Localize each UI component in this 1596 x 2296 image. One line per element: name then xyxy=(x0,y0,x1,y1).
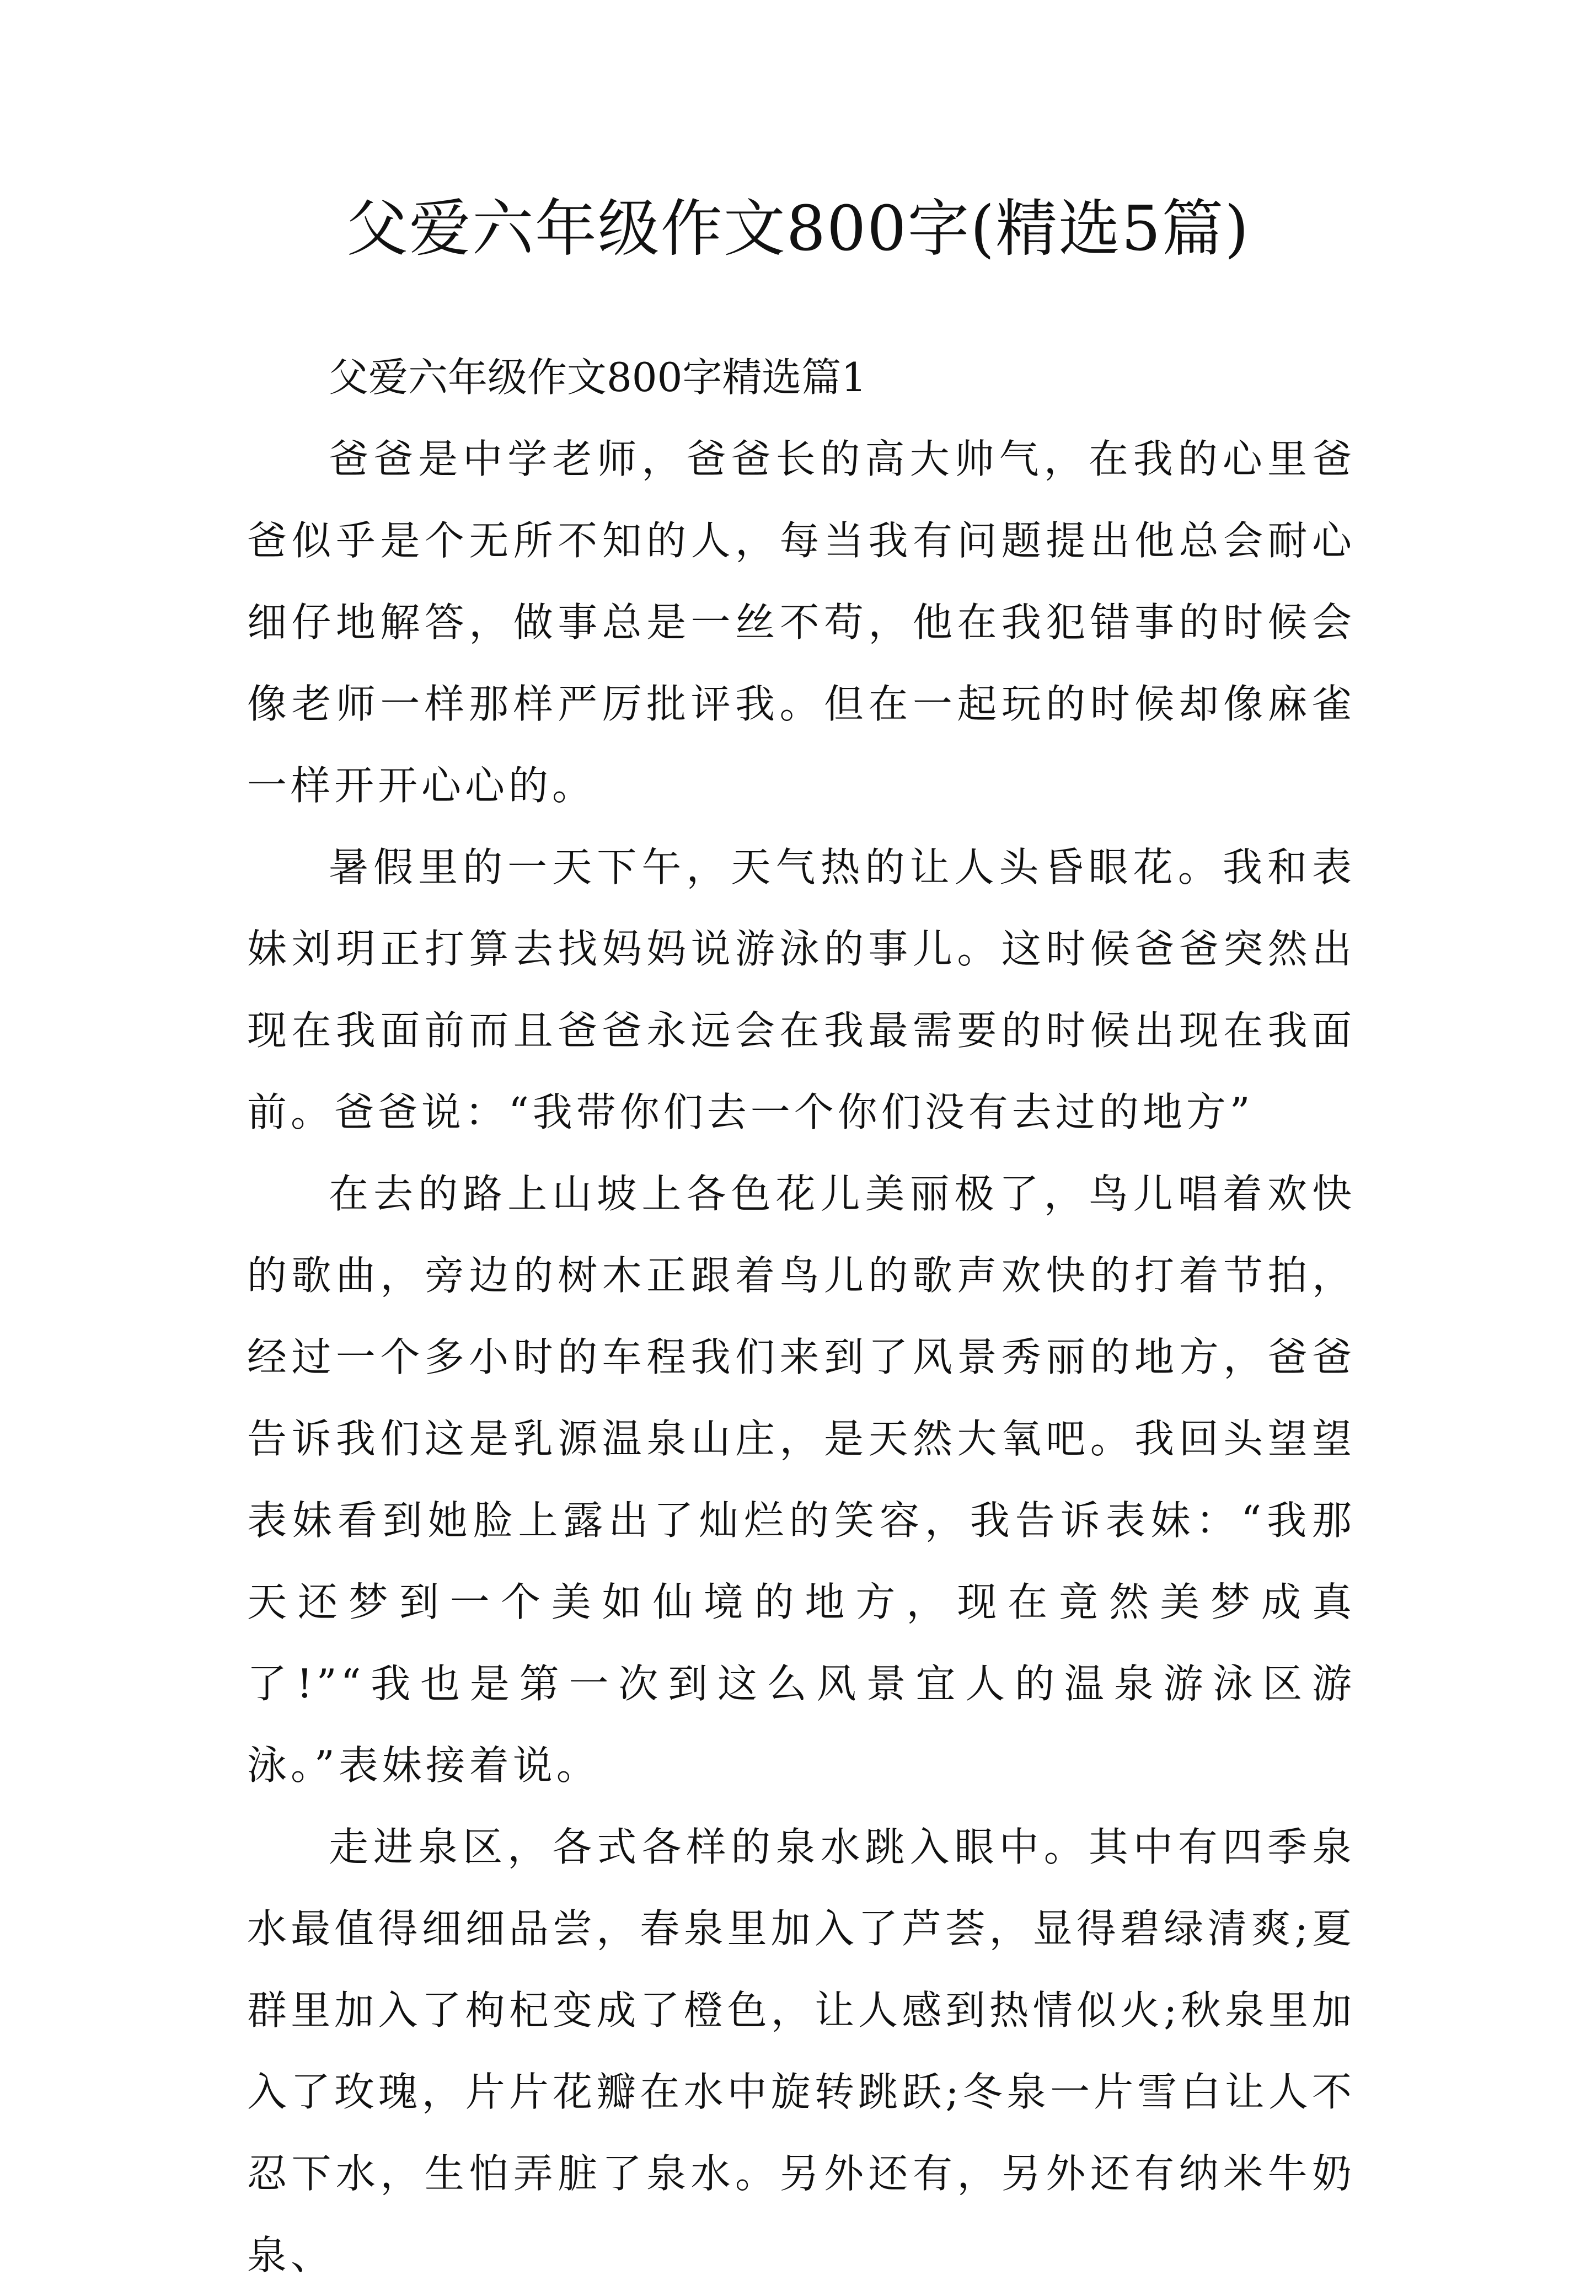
paragraph-3: 在去的路上山坡上各色花儿美丽极了，鸟儿唱着欢快的歌曲，旁边的树木正跟着鸟儿的歌声欢快的打着节拍，经过一个多小时的车程我们来到了风景秀丽的地方，爸爸告诉我们这是乳源温泉山庄，是天然大氧吧。我回头望望表妹看到她脸上露出了灿烂的笑容，我告诉表妹：“我那天还梦到一个美如仙境的地方，现在竟然美梦成真了!”“我也是第一次到这么风景宜人的温泉游泳区游泳。”表妹接着说。 xyxy=(247,1171,1356,1788)
paragraph-1: 爸爸是中学老师，爸爸长的高大帅气，在我的心里爸爸似乎是个无所不知的人，每当我有问题提出他总会耐心细仔地解答，做事总是一丝不苟，他在我犯错事的时候会像老师一样那样严厉批评我。但在一起玩的时候却像麻雀一样开开心心的。 xyxy=(247,436,1356,809)
article-body xyxy=(247,337,1356,2296)
section-heading: 父爱六年级作文800字精选篇1 xyxy=(329,354,867,401)
paragraph-2: 暑假里的一天下午，天气热的让人头昏眼花。我和表妹刘玥正打算去找妈妈说游泳的事儿。这时候爸爸突然出现在我面前而且爸爸永远会在我最需要的时候出现在我面前。爸爸说：“我带你们去一个你们没有去过的地方” xyxy=(247,844,1356,1135)
document-title: 父爱六年级作文800字(精选5篇) xyxy=(346,193,1250,265)
paragraph-4: 走进泉区，各式各样的泉水跳入眼中。其中有四季泉水最值得细细品尝，春泉里加入了芦荟，显得碧绿清爽;夏群里加入了枸杞变成了橙色，让人感到热情似火;秋泉里加入了玫瑰，片片花瓣在水中旋转跳跃;冬泉一片雪白让人不忍下水，生怕弄脏了泉水。另外还有，另外还有纳米牛奶泉、 xyxy=(247,1824,1356,2278)
